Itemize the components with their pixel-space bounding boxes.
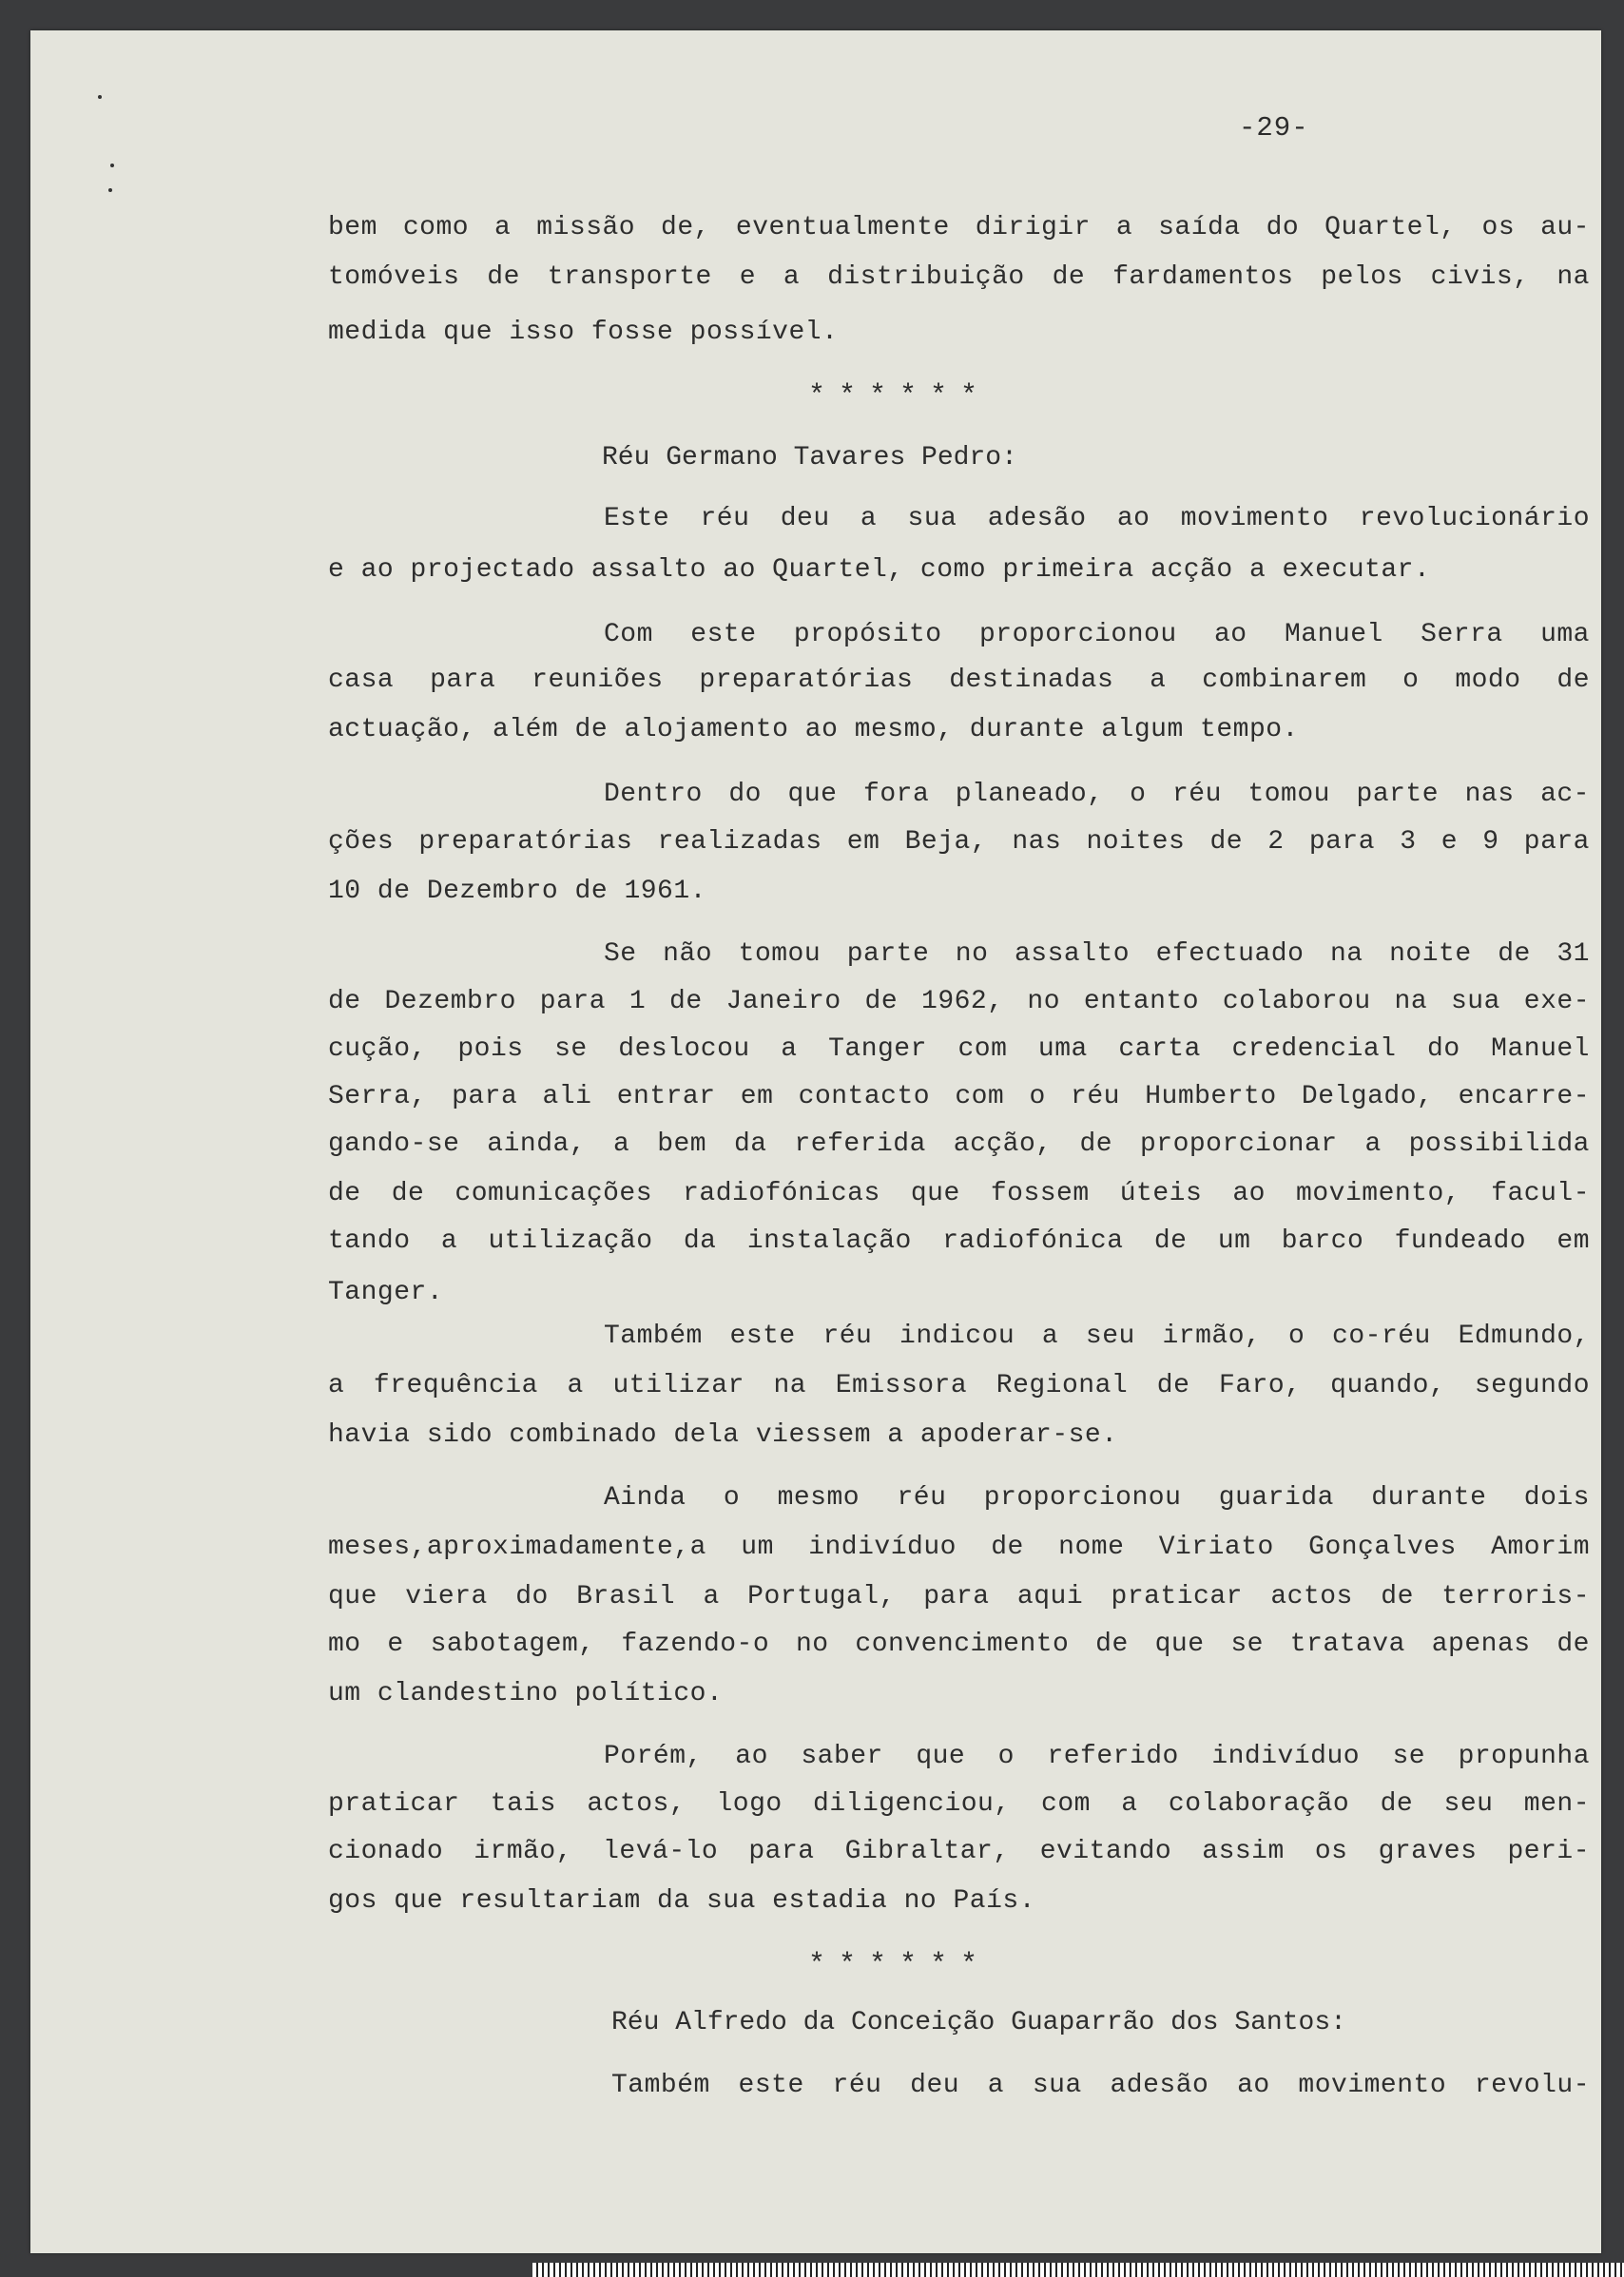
text-line: 10 de Dezembro de 1961. [328, 877, 706, 906]
text-line: Serra, para ali entrar em contacto com o réu Humberto Delgado, encarre- [328, 1082, 1590, 1111]
text-line: cionado irmão, levá-lo para Gibraltar, evitando assim os graves peri- [328, 1837, 1590, 1866]
text-line: gando-se ainda, a bem da referida acção, de proporcionar a possibilida [328, 1129, 1590, 1159]
text-line: Com este propósito proporcionou ao Manuel Serra uma [604, 620, 1590, 649]
section-separator: ****** [808, 1949, 992, 1981]
text-line: praticar tais actos, logo diligenciou, com a colaboração de seu men- [328, 1789, 1590, 1819]
text-line: Porém, ao saber que o referido indivíduo se propunha [604, 1742, 1590, 1771]
text-line: medida que isso fosse possível. [328, 318, 839, 347]
section-heading: Réu Germano Tavares Pedro: [602, 443, 1017, 473]
text-line: gos que resultariam da sua estadia no País. [328, 1886, 1036, 1916]
text-line: mo e sabotagem, fazendo-o no convencimento de que se tratava apenas de [328, 1630, 1590, 1659]
section-separator: ****** [808, 380, 992, 413]
text-line: meses,aproximadamente,a um indivíduo de nome Viriato Gonçalves Amorim [328, 1533, 1590, 1562]
text-line: ções preparatórias realizadas em Beja, nas noites de 2 para 3 e 9 para [328, 827, 1590, 857]
text-line: Também este réu deu a sua adesão ao movimento revolu- [611, 2071, 1590, 2100]
text-line: actuação, além de alojamento ao mesmo, durante algum tempo. [328, 715, 1299, 744]
scan-ruler [532, 2263, 1624, 2277]
text-line: que viera do Brasil a Portugal, para aqui praticar actos de terroris- [328, 1582, 1590, 1611]
text-line: cução, pois se deslocou a Tanger com uma carta credencial do Manuel [328, 1034, 1590, 1064]
text-line: a frequência a utilizar na Emissora Regional de Faro, quando, segundo [328, 1371, 1590, 1400]
text-line: Também este réu indicou a seu irmão, o co-réu Edmundo, [604, 1322, 1590, 1351]
paper-speck [110, 164, 114, 167]
text-line: Este réu deu a sua adesão ao movimento revolucionário [604, 504, 1590, 533]
paper-speck [108, 188, 112, 192]
text-line: Dentro do que fora planeado, o réu tomou parte nas ac- [604, 780, 1590, 809]
text-line: Se não tomou parte no assalto efectuado na noite de 31 [604, 939, 1590, 969]
text-line: casa para reuniões preparatórias destinadas a combinarem o modo de [328, 666, 1590, 695]
text-line: havia sido combinado dela viessem a apoderar-se. [328, 1420, 1118, 1450]
text-line: tando a utilização da instalação radiofónica de um barco fundeado em [328, 1226, 1590, 1256]
text-line: Ainda o mesmo réu proporcionou guarida durante dois [604, 1483, 1590, 1513]
page-number: -29- [1239, 112, 1309, 144]
text-line: de Dezembro para 1 de Janeiro de 1962, no entanto colaborou na sua exe- [328, 987, 1590, 1016]
text-line: de de comunicações radiofónicas que fossem úteis ao movimento, facul- [328, 1179, 1590, 1208]
text-line: tomóveis de transporte e a distribuição de fardamentos pelos civis, na [328, 262, 1590, 292]
text-line: Tanger. [328, 1278, 444, 1307]
text-line: e ao projectado assalto ao Quartel, como primeira acção a executar. [328, 555, 1431, 585]
paper-speck [98, 95, 102, 99]
text-line: um clandestino político. [328, 1679, 724, 1708]
text-line: bem como a missão de, eventualmente dirigir a saída do Quartel, os au- [328, 213, 1590, 242]
section-heading: Réu Alfredo da Conceição Guaparrão dos Santos: [611, 2008, 1346, 2037]
